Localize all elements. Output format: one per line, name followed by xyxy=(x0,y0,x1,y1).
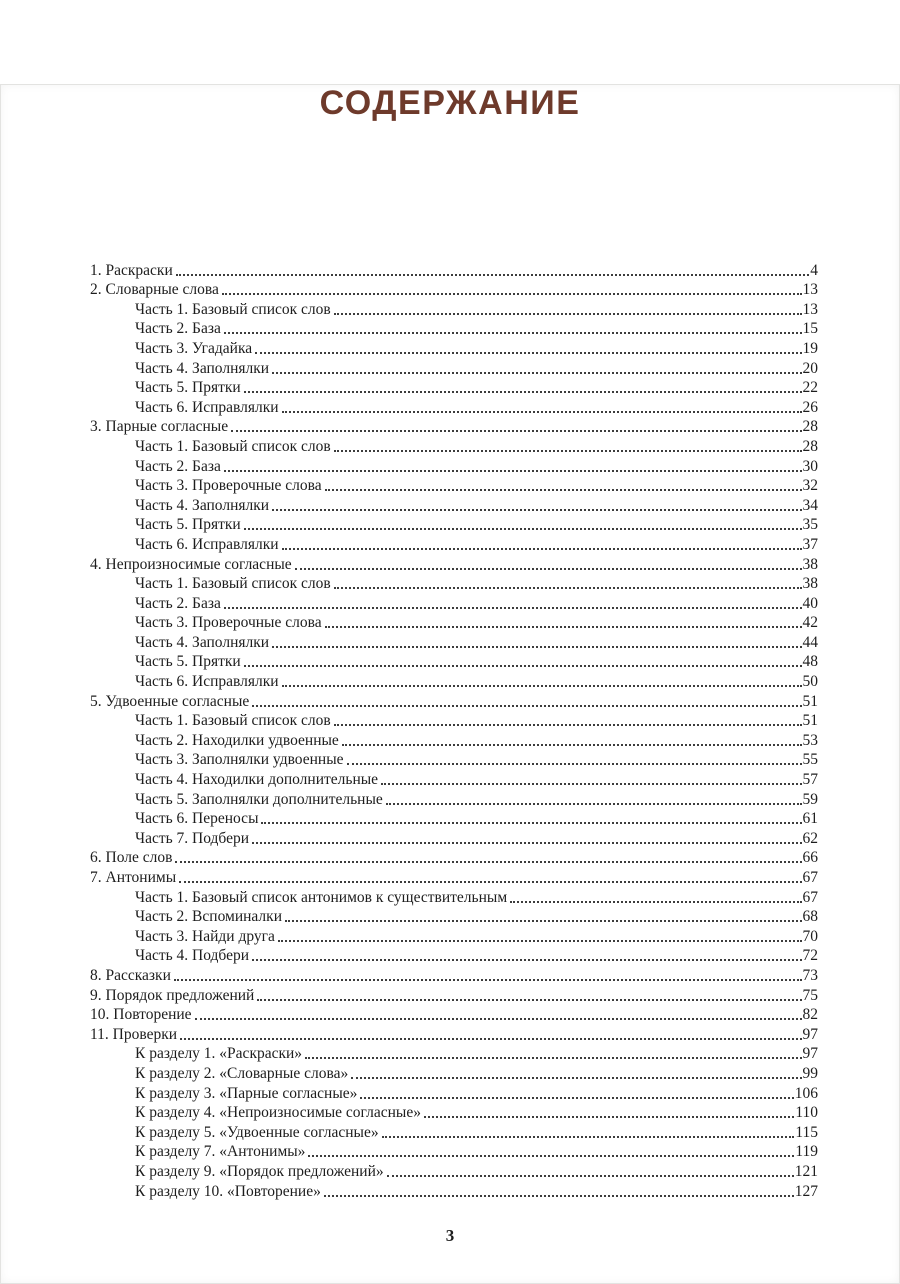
toc-entry-page: 73 xyxy=(802,966,818,984)
dot-leader xyxy=(176,274,810,276)
toc-entry-label: 4. Непроизносимые согласные xyxy=(90,555,292,573)
dot-leader xyxy=(324,1195,794,1197)
dot-leader xyxy=(282,411,802,413)
toc-entry-label: К разделу 2. «Словарные слова» xyxy=(135,1064,349,1082)
toc-entry xyxy=(90,1181,818,1201)
toc-entry-label: Часть 5. Прятки xyxy=(135,516,241,534)
toc-entry-page: 51 xyxy=(802,692,818,710)
toc-entry-label: К разделу 7. «Антонимы» xyxy=(135,1143,306,1161)
toc-entry-page: 19 xyxy=(802,339,818,357)
toc-entry xyxy=(90,789,818,809)
toc-entry xyxy=(90,730,818,750)
toc-entry-page: 97 xyxy=(802,1025,818,1043)
dot-leader xyxy=(261,822,801,824)
toc-entry-page: 121 xyxy=(794,1162,818,1180)
dot-leader xyxy=(244,391,802,393)
toc-entry xyxy=(90,632,818,652)
toc-entry xyxy=(90,691,818,711)
toc-entry xyxy=(90,593,818,613)
toc-entry-page: 28 xyxy=(802,437,818,455)
toc-entry-page: 30 xyxy=(802,457,818,475)
toc-entry xyxy=(90,887,818,907)
toc-entry xyxy=(90,456,818,476)
dot-leader xyxy=(351,1077,801,1079)
toc-entry-label: Часть 3. Проверочные слова xyxy=(135,477,322,495)
toc-entry-page: 82 xyxy=(802,1006,818,1024)
toc-entry-label: Часть 4. Подбери xyxy=(135,947,250,965)
toc-entry-label: 7. Антонимы xyxy=(90,869,177,886)
toc-entry xyxy=(90,926,818,946)
toc-entry xyxy=(90,1005,818,1025)
toc-entry xyxy=(90,1142,818,1162)
dot-leader xyxy=(252,705,801,707)
toc-entry-label: Часть 6. Переносы xyxy=(135,810,259,828)
toc-entry xyxy=(90,1122,818,1142)
toc-entry xyxy=(90,1103,818,1123)
toc-entry-page: 53 xyxy=(802,731,818,749)
toc-entry-page: 26 xyxy=(802,398,818,416)
toc-entry-label: Часть 1. Базовый список слов xyxy=(135,712,331,730)
toc-entry-page: 13 xyxy=(802,300,818,318)
toc-entry-label: Часть 2. Находилки удвоенные xyxy=(135,731,339,749)
toc-entry-page: 22 xyxy=(802,379,818,397)
toc-entry-label: Часть 6. Исправлялки xyxy=(135,673,279,691)
toc-entry-page: 15 xyxy=(802,320,818,338)
dot-leader xyxy=(175,861,801,863)
toc-entry-page: 70 xyxy=(802,927,818,945)
toc-entry xyxy=(90,965,818,985)
toc-entry xyxy=(90,848,818,868)
toc-entry xyxy=(90,1044,818,1064)
toc-entry xyxy=(90,358,818,378)
dot-leader xyxy=(382,1136,795,1138)
toc-entry-page: 127 xyxy=(794,1182,818,1200)
toc-entry xyxy=(90,1024,818,1044)
toc-entry-page: 44 xyxy=(802,633,818,651)
toc-entry-page: 66 xyxy=(802,849,818,867)
toc-entry xyxy=(90,671,818,691)
toc-entry-label: Часть 5. Заполнялки дополнительные xyxy=(135,790,383,808)
toc-entry xyxy=(90,495,818,515)
dot-leader xyxy=(231,430,801,432)
toc-entry-page: 38 xyxy=(802,555,818,573)
toc-entry-page: 55 xyxy=(802,751,818,769)
toc-entry xyxy=(90,769,818,789)
toc-entry-label: К разделу 9. «Порядок предложений» xyxy=(135,1162,384,1180)
toc-entry xyxy=(90,299,818,319)
dot-leader xyxy=(510,901,801,903)
toc-entry-page: 35 xyxy=(802,516,818,534)
toc-entry-page: 110 xyxy=(795,1104,818,1122)
toc-entry xyxy=(90,1063,818,1083)
toc-entry xyxy=(90,534,818,554)
toc-entry-label: К разделу 1. «Раскраски» xyxy=(135,1045,303,1063)
toc-entry-page: 20 xyxy=(802,359,818,377)
toc-entry-page: 99 xyxy=(802,1064,818,1082)
dot-leader xyxy=(342,744,802,746)
toc-entry-page: 28 xyxy=(802,418,818,436)
toc-entry-page: 62 xyxy=(802,829,818,847)
toc-entry-page: 4 xyxy=(810,261,818,279)
toc-entry-label: Часть 4. Заполнялки xyxy=(135,496,270,514)
dot-leader xyxy=(282,685,802,687)
dot-leader xyxy=(424,1116,794,1118)
toc-entry-label: Часть 6. Исправлялки xyxy=(135,535,279,553)
toc-entry-label: Часть 2. Вспоминалки xyxy=(135,908,282,926)
toc-entry-label: 10. Повторение xyxy=(90,1006,192,1024)
dot-leader xyxy=(295,568,802,570)
toc-entry-page: 42 xyxy=(802,614,818,632)
toc-entry-label: Часть 4. Заполнялки xyxy=(135,359,270,377)
toc-entry xyxy=(90,436,818,456)
toc-entry-label: К разделу 4. «Непроизносимые согласные» xyxy=(135,1104,421,1122)
toc-entry xyxy=(90,867,818,887)
toc-entry-label: Часть 2. База xyxy=(135,457,221,475)
dot-leader xyxy=(305,1057,801,1059)
toc-entry xyxy=(90,985,818,1005)
toc-entry-page: 68 xyxy=(802,908,818,926)
toc-entry xyxy=(90,907,818,927)
toc-entry xyxy=(90,574,818,594)
toc-entry xyxy=(90,828,818,848)
dot-leader xyxy=(360,1097,793,1099)
toc-entry xyxy=(90,554,818,574)
toc-entry-label: Часть 3. Найди друга xyxy=(135,927,275,945)
toc-entry-page: 38 xyxy=(802,575,818,593)
toc-entry xyxy=(90,319,818,339)
dot-leader xyxy=(282,548,802,550)
toc-entry-label: Часть 3. Проверочные слова xyxy=(135,614,322,632)
toc-entry-label: 5. Удвоенные согласные xyxy=(90,692,250,710)
dot-leader xyxy=(325,626,802,628)
dot-leader xyxy=(334,313,802,315)
toc-entry xyxy=(90,1161,818,1181)
dot-leader xyxy=(285,920,802,922)
toc-entry xyxy=(90,652,818,672)
toc-entry-label: 9. Порядок предложений xyxy=(90,986,255,1004)
dot-leader xyxy=(387,1175,794,1177)
toc-entry-label: Часть 1. Базовый список антонимов к существительным xyxy=(135,888,508,906)
toc-entry-page: 67 xyxy=(802,869,818,886)
page-title: СОДЕРЖАНИЕ xyxy=(319,84,581,122)
toc-entry-label: Часть 1. Базовый список слов xyxy=(135,437,331,455)
toc-entry xyxy=(90,378,818,398)
toc-entry xyxy=(90,515,818,535)
toc-entry-page: 115 xyxy=(795,1123,818,1141)
toc-entry-page: 40 xyxy=(802,594,818,612)
dot-leader xyxy=(244,528,802,530)
dot-leader xyxy=(174,979,802,981)
toc-entry-page: 61 xyxy=(802,810,818,828)
toc-entry-label: 3. Парные согласные xyxy=(90,418,229,436)
table-of-contents xyxy=(90,260,818,1201)
dot-leader xyxy=(244,665,802,667)
toc-entry xyxy=(90,260,818,280)
toc-entry-page: 51 xyxy=(802,712,818,730)
dot-leader xyxy=(252,959,801,961)
toc-entry-label: 2. Словарные слова xyxy=(90,281,219,299)
dot-leader xyxy=(179,881,801,883)
toc-entry-label: Часть 3. Угадайка xyxy=(135,339,253,357)
dot-leader xyxy=(272,372,801,374)
toc-entry-label: 1. Раскраски xyxy=(90,261,173,279)
toc-entry xyxy=(90,1083,818,1103)
dot-leader xyxy=(347,763,802,765)
toc-entry-label: К разделу 3. «Парные согласные» xyxy=(135,1084,358,1102)
toc-entry xyxy=(90,613,818,633)
dot-leader xyxy=(222,293,802,295)
toc-entry-label: Часть 4. Находилки дополнительные xyxy=(135,771,379,789)
toc-entry-page: 50 xyxy=(802,673,818,691)
toc-entry xyxy=(90,946,818,966)
dot-leader xyxy=(272,646,801,648)
dot-leader xyxy=(278,940,802,942)
dot-leader xyxy=(325,489,802,491)
dot-leader xyxy=(386,803,802,805)
toc-entry-page: 48 xyxy=(802,653,818,671)
toc-entry xyxy=(90,417,818,437)
toc-entry-page: 34 xyxy=(802,496,818,514)
toc-entry-page: 57 xyxy=(802,771,818,789)
dot-leader xyxy=(381,783,801,785)
dot-leader xyxy=(224,607,802,609)
toc-entry-page: 59 xyxy=(802,790,818,808)
toc-entry-label: Часть 5. Прятки xyxy=(135,653,241,671)
dot-leader xyxy=(255,352,801,354)
dot-leader xyxy=(224,470,802,472)
dot-leader xyxy=(180,1038,801,1040)
toc-entry-page: 32 xyxy=(802,477,818,495)
toc-entry-label: Часть 1. Базовый список слов xyxy=(135,575,331,593)
toc-entry-page: 72 xyxy=(802,947,818,965)
toc-entry-label: Часть 5. Прятки xyxy=(135,379,241,397)
toc-entry-page: 37 xyxy=(802,535,818,553)
toc-entry-page: 75 xyxy=(802,986,818,1004)
toc-entry xyxy=(90,711,818,731)
toc-entry-label: 6. Поле слов xyxy=(90,849,173,867)
page-number: 3 xyxy=(445,1226,455,1245)
toc-entry-label: 11. Проверки xyxy=(90,1025,178,1043)
toc-entry-page: 106 xyxy=(794,1084,818,1102)
toc-entry-label: Часть 7. Подбери xyxy=(135,829,250,847)
toc-entry-label: К разделу 5. «Удвоенные согласные» xyxy=(135,1123,379,1141)
toc-entry-label: Часть 3. Заполнялки удвоенные xyxy=(135,751,344,769)
dot-leader xyxy=(224,332,802,334)
toc-entry-page: 97 xyxy=(802,1045,818,1063)
toc-entry-page: 119 xyxy=(795,1143,818,1161)
toc-entry xyxy=(90,476,818,496)
dot-leader xyxy=(195,1018,802,1020)
dot-leader xyxy=(334,724,802,726)
toc-entry xyxy=(90,338,818,358)
dot-leader xyxy=(257,999,801,1001)
toc-entry xyxy=(90,809,818,829)
toc-entry-label: Часть 1. Базовый список слов xyxy=(135,300,331,318)
dot-leader xyxy=(308,1155,794,1157)
toc-entry-label: Часть 2. База xyxy=(135,320,221,338)
toc-entry-label: К разделу 10. «Повторение» xyxy=(135,1182,321,1200)
toc-entry-label: Часть 2. База xyxy=(135,594,221,612)
toc-entry-page: 13 xyxy=(802,281,818,299)
toc-entry xyxy=(90,750,818,770)
toc-entry-label: 8. Рассказки xyxy=(90,966,171,984)
toc-entry-label: Часть 4. Заполнялки xyxy=(135,633,270,651)
dot-leader xyxy=(334,587,802,589)
toc-entry-label: Часть 6. Исправлялки xyxy=(135,398,279,416)
dot-leader xyxy=(252,842,801,844)
dot-leader xyxy=(334,450,802,452)
dot-leader xyxy=(272,509,801,511)
toc-entry xyxy=(90,397,818,417)
toc-entry xyxy=(90,280,818,300)
toc-entry-page: 67 xyxy=(802,888,818,906)
